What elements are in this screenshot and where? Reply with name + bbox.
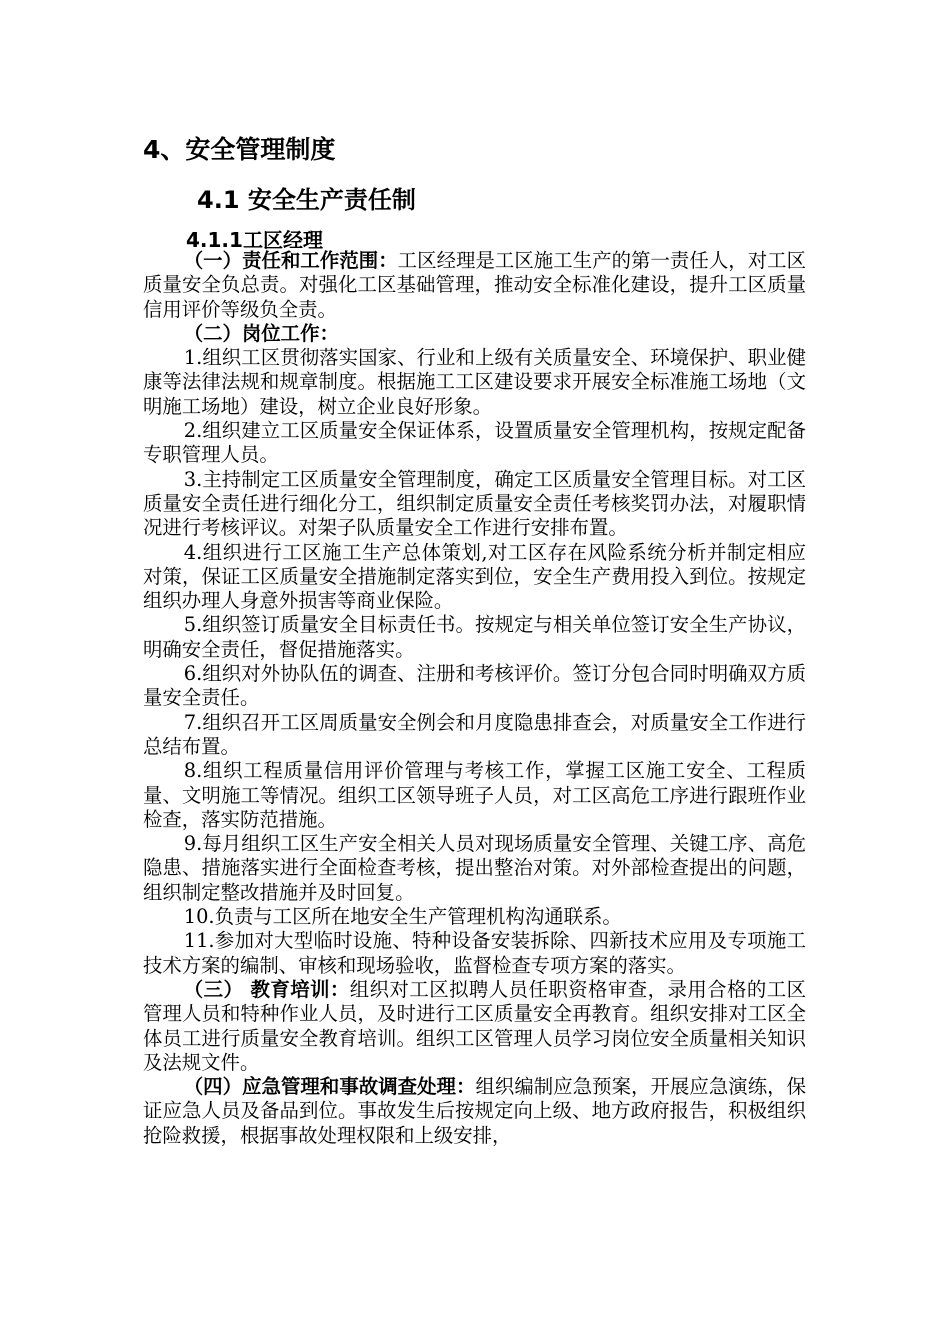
heading-level-2: 4.1 安全生产责任制: [197, 186, 416, 214]
paragraph-text: 4.组织进行工区施工生产总体策划,对工区存在风险系统分析并制定相应对策，保证工区质量安全措施制定落实到位，安全生产费用投入到位。按规定组织办理人身意外损害等商业保险。: [143, 540, 806, 613]
paragraph-item-6: [143, 662, 806, 711]
paragraph-text: 6.组织对外协队伍的调查、注册和考核评价。签订分包合同时明确双方质量安全责任。: [143, 662, 806, 710]
paragraph-text: 7.组织召开工区周质量安全例会和月度隐患排查会，对质量安全工作进行总结布置。: [143, 710, 806, 758]
paragraph-section-1: [143, 249, 806, 322]
paragraph-section-2: [143, 322, 806, 346]
paragraph-item-11: [143, 929, 806, 978]
paragraph-text: 组织编制应急预案，开展应急演练，保证应急人员及备品到位。事故发生后按规定向上级、地方政府报告，积极组织抢险救援，根据事故处理权限和上级安排，: [143, 1075, 807, 1147]
paragraph-item-10: [143, 905, 806, 929]
section-lead: （一）责任和工作范围：: [183, 249, 398, 272]
paragraph-item-9: [143, 832, 806, 905]
paragraph-item-7: [143, 711, 806, 760]
heading-level-1: 4、安全管理制度: [143, 135, 336, 164]
paragraph-item-4: [143, 541, 806, 614]
paragraph-text: 8.组织工程质量信用评价管理与考核工作，掌握工区施工安全、工程质量、文明施工等情况。组织工区领导班子人员，对工区高危工序进行跟班作业检查，落实防范措施。: [143, 759, 806, 831]
heading-level-3: 4.1.1工区经理: [186, 228, 323, 252]
paragraph-text: 2.组织建立工区质量安全保证体系，设置质量安全管理机构，按规定配备专职管理人员。: [143, 419, 806, 467]
paragraph-text: 1.组织工区贯彻落实国家、行业和上级有关质量安全、环境保护、职业健康等法律法规和规章制度。根据施工工区建设要求开展安全标准施工场地（文明施工场地）建设，树立企业良好形象。: [143, 346, 806, 418]
section-lead: （三） 教育培训：: [183, 977, 350, 1001]
paragraph-item-2: [143, 419, 806, 468]
paragraph-item-1: [143, 346, 806, 419]
paragraph-item-8: [143, 759, 806, 832]
section-lead: （二）岗位工作：: [183, 321, 339, 345]
paragraph-section-3: [143, 978, 806, 1075]
paragraph-text: 5.组织签订质量安全目标责任书。按规定与相关单位签订安全生产协议，明确安全责任，督促措施落实。: [143, 613, 806, 661]
paragraph-text: 10.负责与工区所在地安全生产管理机构沟通联系。: [183, 905, 622, 929]
paragraph-text: 9.每月组织工区生产安全相关人员对现场质量安全管理、关键工序、高危隐患、措施落实进行全面检查考核，提出整治对策。对外部检查提出的问题，组织制定整改措施并及时回复。: [143, 832, 806, 904]
paragraph-text: 工区经理是工区施工生产的第一责任人，对工区质量安全负总责。对强化工区基础管理，推动安全标准化建设，提升工区质量信用评价等级负全责。: [143, 249, 807, 321]
section-lead: （四）应急管理和事故调查处理：: [183, 1075, 476, 1099]
paragraph-item-5: [143, 613, 806, 662]
paragraph-text: 组织对工区拟聘人员任职资格审查，录用合格的工区管理人员和特种作业人员，及时进行工区质量安全再教育。组织安排对工区全体员工进行质量安全教育培训。组织工区管理人员学习岗位安全质量相关知识及法规文件。: [143, 977, 806, 1074]
paragraph-text: 11.参加对大型临时设施、特种设备安装拆除、四新技术应用及专项施工技术方案的编制、审核和现场验收，监督检查专项方案的落实。: [143, 929, 806, 977]
paragraph-text: 3.主持制定工区质量安全管理制度，确定工区质量安全管理目标。对工区质量安全责任进行细化分工，组织制定质量安全责任考核奖罚办法，对履职情况进行考核评议。对架子队质量安全工作进行安排布置。: [143, 467, 806, 540]
paragraph-section-4: [143, 1075, 806, 1148]
paragraph-item-3: [143, 468, 806, 541]
body-text: [143, 249, 806, 1148]
